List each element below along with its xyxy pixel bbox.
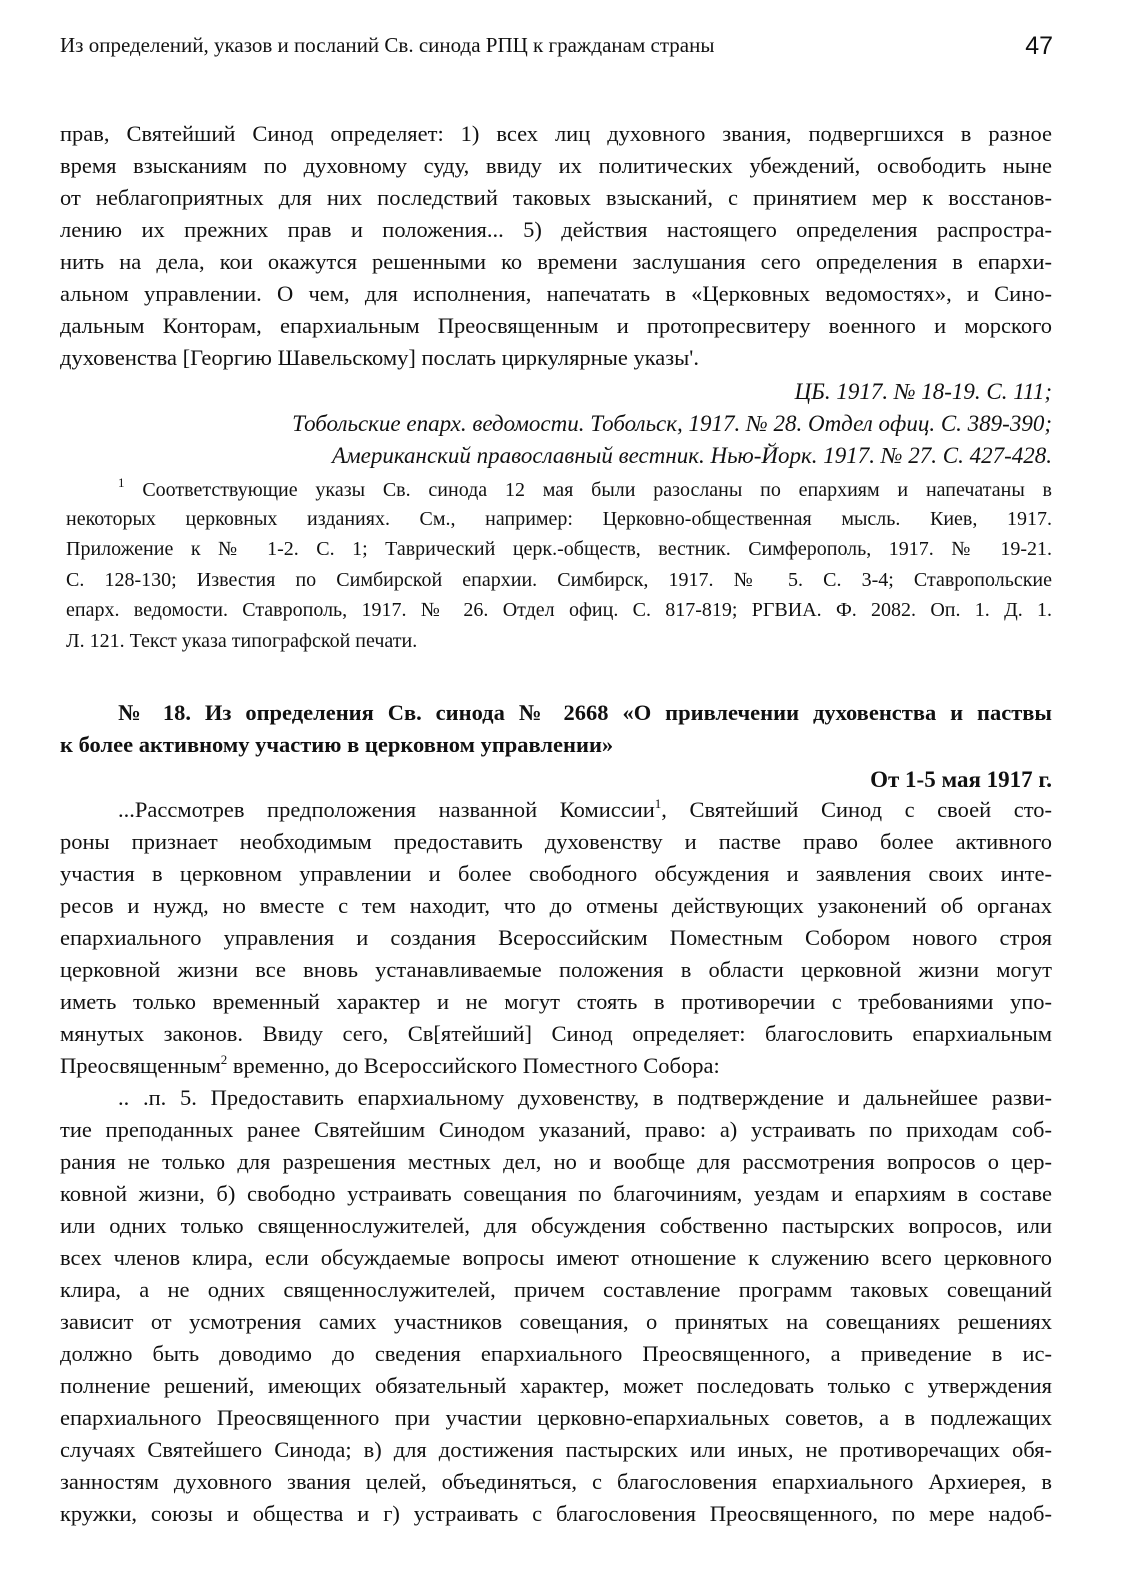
source-citation: Тобольские епарх. ведомости. Тобольск, 1917. № 28. Отдел офиц. С. 389-390; xyxy=(292,411,1052,436)
text-line: участия в церковном управлении и более свободного обсуждения и заявления своих инте- xyxy=(60,861,1052,886)
text-line: иметь только временный характер и не могут стоять в противоречии с требованиями упо- xyxy=(60,989,1052,1014)
text-line: рания не только для разрешения местных дел, но и вообще для рассмотрения вопросов о цер- xyxy=(60,1149,1052,1174)
text-line: альном управлении. О чем, для исполнения, напечатать в «Церковных ведомостях», и Сино- xyxy=(60,281,1052,306)
text-line: кружки, союзы и общества и г) устраивать с благословения Преосвященного, по мере надоб- xyxy=(60,1501,1052,1526)
text-line: епархиального управления и создания Всероссийским Поместным Собором нового строя xyxy=(60,925,1052,950)
text-line: мянутых законов. Ввиду сего, Св[ятейший] Синод определяет: благословить епархиальным xyxy=(60,1021,1052,1046)
text-line: случаях Святейшего Синода; в) для достижения пастырских или иных, не противоречащих обя- xyxy=(60,1437,1052,1462)
footnote-line: С. 128-130; Известия по Симбирской епархии. Симбирск, 1917. № 5. С. 3-4; Ставропольские xyxy=(66,569,1052,591)
text-line: от неблагоприятных для них последствий таковых взысканий, с принятием мер к восстанов- xyxy=(60,185,1052,210)
text-line: или одних только священнослужителей, для обсуждения собственно пастырских вопросов, или xyxy=(60,1213,1052,1238)
footnote-line: епарх. ведомости. Ставрополь, 1917. № 26. Отдел офиц. С. 817-819; РГВИА. Ф. 2082. Оп. 1. Д. 1. xyxy=(66,599,1052,621)
source-citation: ЦБ. 1917. № 18-19. С. 111; xyxy=(794,379,1052,404)
text-line: должно быть доводимо до сведения епархиального Преосвященного, а приведение в ис- xyxy=(60,1341,1052,1366)
text-line: .. .п. 5. Предоставить епархиальному духовенству, в подтверждение и дальнейшее разви- xyxy=(118,1085,1052,1110)
footnote-line xyxy=(118,476,1052,505)
section-title: № 18. Из определения Св. синода № 2668 «О привлечении духовенства и паствы xyxy=(118,700,1052,725)
text-line: нить на дела, кои окажутся решенными ко времени заслушания сего определения в епархи- xyxy=(60,249,1052,274)
text-line: всех членов клира, если обсуждаемые вопросы имеют отношение к служению всего церковного xyxy=(60,1245,1052,1270)
footnote-ref: 1 xyxy=(654,796,662,811)
text-line: дальным Конторам, епархиальным Преосвященным и протопресвитеру военного и морского xyxy=(60,313,1052,338)
source-citation: Американский православный вестник. Нью-Йорк. 1917. № 27. С. 427-428. xyxy=(331,443,1052,468)
text-line: епархиального Преосвященного при участии церковно-епархиальных советов, а в подлежащих xyxy=(60,1405,1052,1430)
text-line: церковной жизни все вновь устанавливаемые положения в области церковной жизни могут xyxy=(60,957,1052,982)
page-number: 47 xyxy=(1025,32,1053,60)
running-title: Из определений, указов и посланий Св. синода РПЦ к гражданам страны xyxy=(60,33,715,57)
footnote-ref: 2 xyxy=(220,1052,228,1067)
section-title: к более активному участию в церковном управлении» xyxy=(60,732,614,757)
text-line: Преосвященным$^2$ временно, до Всероссийского Поместного Собора: xyxy=(60,1052,720,1078)
footnote-line: Л. 121. Текст указа типографской печати. xyxy=(66,630,418,652)
text-line: зависит от усмотрения самих участников совещания, о принятых на совещаниях решениях xyxy=(60,1309,1052,1334)
text-line: роны признает необходимым предоставить духовенству и пастве право более активного xyxy=(60,829,1052,854)
text-line: занностям духовного звания целей, объединяться, с благословения епархиального Архиерея, в xyxy=(60,1469,1052,1494)
text-line: клира, а не одних священнослужителей, причем составление программ таковых совещаний xyxy=(60,1277,1052,1302)
footnote-line: Приложение к № 1-2. С. 1; Таврический церк.-обществ, вестник. Симферополь, 1917. № 19-21. xyxy=(66,538,1052,560)
text-line: ...Рассмотрев предположения названной Комиссии$^1$, Святейший Синод с своей сто- xyxy=(118,796,1052,822)
text-line: ресов и нужд, но вместе с тем находит, что до отмены действующих узаконений об органах xyxy=(60,893,1052,918)
text-line: полнение решений, имеющих обязательный характер, может последовать только с утверждения xyxy=(60,1373,1052,1398)
text-line: время взысканиям по духовному суду, ввиду их политических убеждений, освободить ныне xyxy=(60,153,1052,178)
text-line: лению их прежних прав и положения... 5) действия настоящего определения распростра- xyxy=(60,217,1052,242)
text-line: ковной жизни, б) свободно устраивать совещания по благочиниям, уездам и епархиям в составе xyxy=(60,1181,1052,1206)
footnote-line: некоторых церковных изданиях. См., например: Церковно-общественная мысль. Киев, 1917. xyxy=(66,508,1052,530)
footnote-text: Соответствующие указы Св. синода 12 мая были разосланы по епархиям и напечатаны в xyxy=(142,479,1053,501)
text-line: тие преподанных ранее Святейшим Синодом указаний, право: а) устраивать по приходам соб- xyxy=(60,1117,1052,1142)
text-line: прав, Святейший Синод определяет: 1) всех лиц духовного звания, подвергшихся в разное xyxy=(60,121,1052,146)
section-date: От 1-5 мая 1917 г. xyxy=(870,767,1052,792)
text-line: духовенства [Георгию Шавельскому] послать циркулярные указы'. xyxy=(60,345,699,370)
footnote-marker: 1 xyxy=(118,475,125,490)
